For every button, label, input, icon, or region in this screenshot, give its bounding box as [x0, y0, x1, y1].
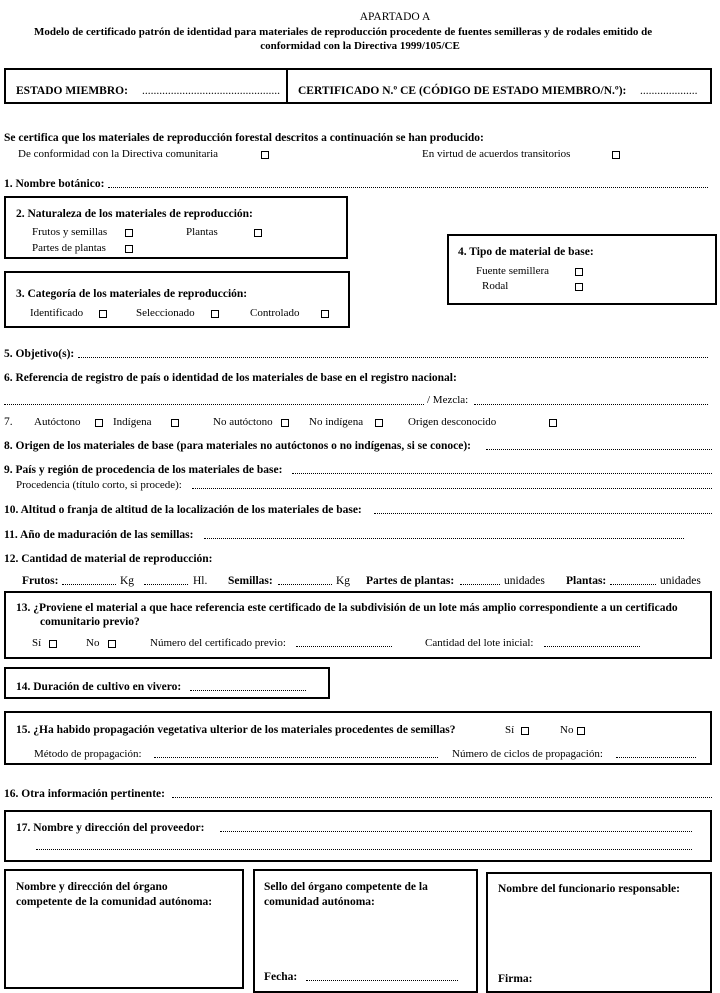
- s13-cantidad-field[interactable]: [544, 646, 640, 647]
- s13-label-line2: comunitario previo?: [40, 616, 140, 628]
- s7-origen-label: Origen desconocido: [408, 416, 497, 428]
- s12-hl-unit: Hl.: [193, 575, 208, 587]
- s12-frutos-kg-field[interactable]: [62, 584, 116, 585]
- s12-unidades2-unit: unidades: [660, 575, 701, 587]
- s12-semillas-label: Semillas:: [228, 575, 273, 587]
- s13-no-label: No: [86, 637, 100, 649]
- s7-indigena-checkbox[interactable]: [171, 419, 179, 427]
- s12-plantas-field[interactable]: [610, 584, 656, 585]
- s3-seleccionado-checkbox[interactable]: [211, 310, 219, 318]
- s6-mezcla-label: / Mezcla:: [427, 394, 469, 406]
- s15-ciclos-label: Número de ciclos de propagación:: [452, 748, 603, 760]
- estado-miembro-label: ESTADO MIEMBRO:: [16, 85, 128, 97]
- s7-indigena-label: Indígena: [113, 416, 152, 428]
- s16-field[interactable]: [172, 797, 712, 798]
- s11-label: 11. Año de maduración de las semillas:: [4, 529, 194, 541]
- s2-partes-checkbox[interactable]: [125, 245, 133, 253]
- s4-label: 4. Tipo de material de base:: [458, 246, 594, 258]
- certificado-field[interactable]: ....................: [640, 85, 698, 97]
- s3-seleccionado-label: Seleccionado: [136, 307, 195, 319]
- organo-label-line2: competente de la comunidad autónoma:: [16, 896, 213, 908]
- s6-field[interactable]: [4, 404, 424, 405]
- s11-field[interactable]: [204, 538, 684, 539]
- s7-no-indigena-checkbox[interactable]: [375, 419, 383, 427]
- s9-label: 9. País y región de procedencia de los materiales de base:: [4, 464, 283, 476]
- s15-metodo-label: Método de propagación:: [34, 748, 142, 760]
- s15-ciclos-field[interactable]: [616, 757, 696, 758]
- s17-field[interactable]: [220, 831, 692, 832]
- s2-plantas-checkbox[interactable]: [254, 229, 262, 237]
- s9-field[interactable]: [292, 473, 712, 474]
- s15-label: 15. ¿Ha habido propagación vegetativa ulterior de los materiales procedentes de semillas?: [16, 724, 456, 736]
- sello-label-line2: comunidad autónoma:: [264, 896, 375, 908]
- organo-label-line1: Nombre y dirección del órgano: [16, 881, 168, 893]
- s12-semillas-field[interactable]: [278, 584, 332, 585]
- s4-rodal-label: Rodal: [482, 280, 509, 292]
- fecha-field[interactable]: [306, 980, 458, 981]
- s7-no-autoctono-checkbox[interactable]: [281, 419, 289, 427]
- s8-label: 8. Origen de los materiales de base (para materiales no autóctonos o no indígenas, si se conoce):: [4, 440, 471, 452]
- s12-frutos-label: Frutos:: [22, 575, 59, 587]
- s1-field[interactable]: [108, 187, 708, 188]
- s5-label: 5. Objetivo(s):: [4, 348, 75, 360]
- s13-si-checkbox[interactable]: [49, 640, 57, 648]
- certificado-label: CERTIFICADO N.º CE (CÓDIGO DE ESTADO MIEMBRO/N.º):: [298, 85, 627, 97]
- s17-field-line2[interactable]: [36, 849, 692, 850]
- s17-label: 17. Nombre y dirección del proveedor:: [16, 822, 205, 834]
- s12-unidades-unit: unidades: [504, 575, 545, 587]
- s2-plantas-label: Plantas: [186, 226, 218, 238]
- s12-plantas-label: Plantas:: [566, 575, 607, 587]
- s17-box: [4, 810, 712, 862]
- s4-rodal-checkbox[interactable]: [575, 283, 583, 291]
- s10-field[interactable]: [374, 513, 712, 514]
- s2-partes-label: Partes de plantas: [32, 242, 106, 254]
- sello-label-line1: Sello del órgano competente de la: [264, 881, 428, 893]
- s1-label: 1. Nombre botánico:: [4, 178, 105, 190]
- s3-identificado-label: Identificado: [30, 307, 84, 319]
- s13-numero-label: Número del certificado previo:: [150, 637, 286, 649]
- s2-frutos-label: Frutos y semillas: [32, 226, 108, 238]
- s9-procedencia-field[interactable]: [192, 488, 712, 489]
- s2-label: 2. Naturaleza de los materiales de reproducción:: [16, 208, 253, 220]
- s13-si-label: Sí: [32, 637, 42, 649]
- estado-miembro-field[interactable]: ................................................: [142, 85, 280, 97]
- s13-numero-field[interactable]: [296, 646, 392, 647]
- s10-label: 10. Altitud o franja de altitud de la localización de los materiales de base:: [4, 504, 362, 516]
- title-line-2: conformidad con la Directiva 1999/105/CE: [260, 40, 460, 52]
- opt-transitorios-label: En virtud de acuerdos transitorios: [422, 148, 571, 160]
- fecha-label: Fecha:: [264, 971, 298, 983]
- title-line-1: Modelo de certificado patrón de identidad para materiales de reproducción procedente de fuentes semilleras y de rodales emitido de: [34, 26, 653, 38]
- s3-controlado-checkbox[interactable]: [321, 310, 329, 318]
- s14-label: 14. Duración de cultivo en vivero:: [16, 681, 182, 693]
- s15-metodo-field[interactable]: [154, 757, 438, 758]
- s7-autoctono-checkbox[interactable]: [95, 419, 103, 427]
- s7-autoctono-label: Autóctono: [34, 416, 81, 428]
- s3-controlado-label: Controlado: [250, 307, 300, 319]
- s12-partes-field[interactable]: [460, 584, 500, 585]
- funcionario-label: Nombre del funcionario responsable:: [498, 883, 680, 895]
- s2-frutos-checkbox[interactable]: [125, 229, 133, 237]
- apartado-heading: APARTADO A: [359, 11, 431, 23]
- s13-no-checkbox[interactable]: [108, 640, 116, 648]
- s12-label: 12. Cantidad de material de reproducción:: [4, 553, 213, 565]
- s4-fuente-label: Fuente semillera: [476, 265, 550, 277]
- s14-field[interactable]: [190, 690, 306, 691]
- opt-directiva-checkbox[interactable]: [261, 151, 269, 159]
- s13-cantidad-label: Cantidad del lote inicial:: [425, 637, 534, 649]
- s16-label: 16. Otra información pertinente:: [4, 788, 165, 800]
- s12-kg-unit: Kg: [120, 575, 135, 587]
- s13-label-line1: 13. ¿Proviene el material a que hace referencia este certificado de la subdivisión de un lote más amplio correspondiente a un certificado: [16, 602, 678, 614]
- opt-transitorios-checkbox[interactable]: [612, 151, 620, 159]
- s15-si-checkbox[interactable]: [521, 727, 529, 735]
- s6-label: 6. Referencia de registro de país o identidad de los materiales de base en el registro nacional:: [4, 372, 457, 384]
- certifica-text: Se certifica que los materiales de reproducción forestal descritos a continuación se han producido:: [4, 132, 484, 144]
- firma-label: Firma:: [498, 973, 533, 985]
- s15-si-label: Sí: [505, 724, 515, 736]
- s12-kg2-unit: Kg: [336, 575, 351, 587]
- s7-no-autoctono-label: No autóctono: [213, 416, 273, 428]
- s3-label: 3. Categoría de los materiales de reproducción:: [16, 288, 248, 300]
- s5-field[interactable]: [78, 357, 708, 358]
- s7-no-indigena-label: No indígena: [309, 416, 364, 428]
- box-divider: [286, 68, 288, 104]
- s12-partes-label: Partes de plantas:: [366, 575, 455, 587]
- s12-frutos-hl-field[interactable]: [144, 584, 188, 585]
- s8-field[interactable]: [486, 449, 712, 450]
- s15-no-label: No: [560, 724, 574, 736]
- s15-no-checkbox[interactable]: [577, 727, 585, 735]
- s3-identificado-checkbox[interactable]: [99, 310, 107, 318]
- s9-procedencia-label: Procedencia (título corto, si procede):: [16, 479, 182, 491]
- s7-num: 7.: [4, 416, 13, 428]
- s7-origen-checkbox[interactable]: [549, 419, 557, 427]
- opt-directiva-label: De conformidad con la Directiva comunitaria: [18, 148, 219, 160]
- s6-mezcla-field[interactable]: [474, 404, 708, 405]
- s4-fuente-checkbox[interactable]: [575, 268, 583, 276]
